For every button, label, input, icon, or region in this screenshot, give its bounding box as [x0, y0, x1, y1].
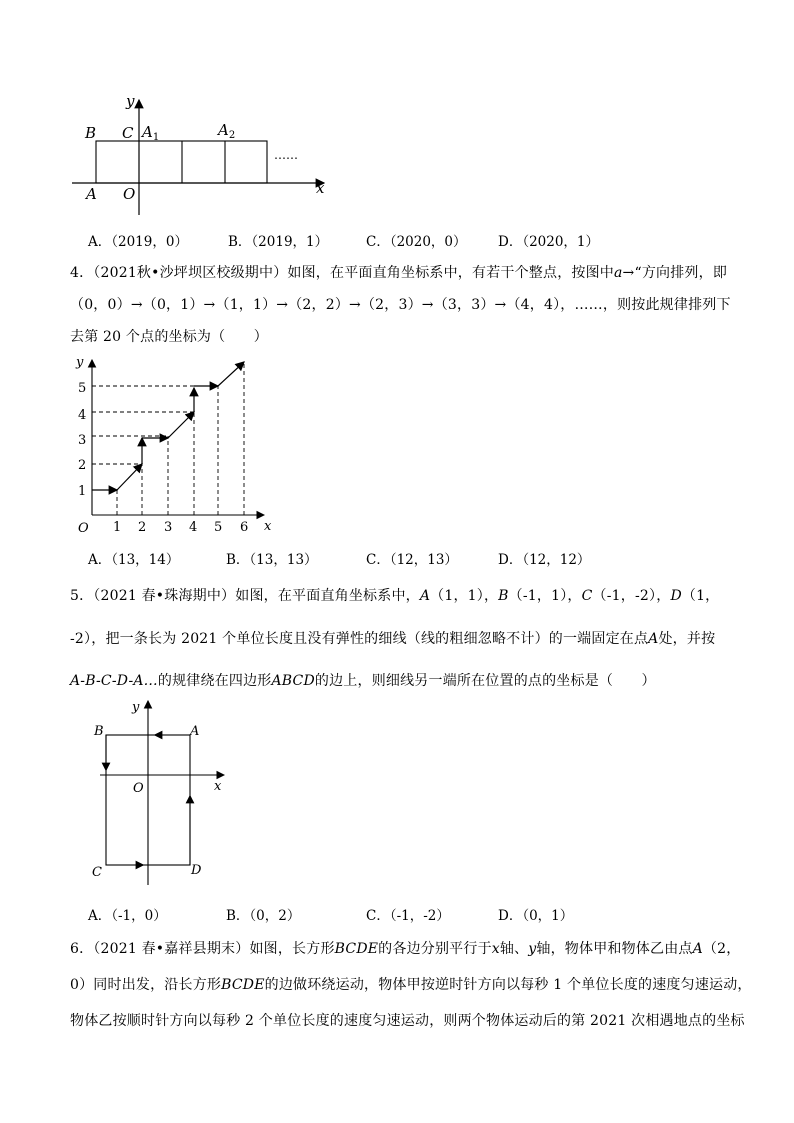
q6-line-3: 物体乙按顺时针方向以每秒 2 个单位长度的速度匀速运动，则两个物体运动后的第 2021 次相遇地点的坐标	[70, 1013, 745, 1029]
step-arrow	[168, 412, 194, 438]
point-label-A: A	[190, 724, 200, 739]
q6-text: 的边做环绕运动，物体甲按逆时针方向以每秒 1 个单位长度的速度匀速运动，	[264, 977, 752, 993]
q5-text-tail: 处，并按	[658, 631, 716, 647]
q3-options	[88, 230, 708, 250]
q5-text: 的规律绕在四边形	[157, 673, 272, 689]
option-a[interactable]: A．（2019，0）	[88, 234, 188, 250]
point-label-A1: $A_1$	[142, 123, 160, 143]
point-label-C: C	[122, 124, 134, 142]
q5-line-1	[70, 585, 719, 605]
q4-text-tail: →“方向排列，即	[622, 265, 728, 281]
option-d[interactable]: D．（12，12）	[498, 552, 591, 568]
q4-text: 4．（2021秋•沙坪坝区校级期中）如图，在平面直角坐标系中，有若干个整点，按图中	[70, 265, 614, 281]
x-tick-label: 3	[164, 520, 173, 535]
axis-label-x: x	[264, 519, 272, 534]
x-tick-label: 4	[189, 520, 198, 535]
q6-text: 轴，物体甲和物体乙由点	[536, 941, 693, 957]
q5-line-3	[70, 670, 656, 690]
figure-staircase	[68, 350, 288, 540]
q6-text: 的各边分别平行于	[378, 941, 492, 957]
option-b[interactable]: B．（13，13）	[226, 552, 318, 568]
figure-rectangle-abcd	[78, 695, 248, 895]
axis-label-y: y	[76, 355, 84, 370]
option-c[interactable]: C．（2020，0）	[366, 234, 467, 250]
origin-label: O	[133, 781, 144, 796]
q4-options	[88, 548, 708, 568]
q5-text-tail: 的边上，则细线另一端所在位置的点的坐标是（ ）	[314, 673, 656, 689]
point-label-D: D	[191, 863, 202, 878]
point-A: A	[419, 588, 431, 604]
q6-text: 轴、	[499, 941, 529, 957]
option-d[interactable]: D．（2020，1）	[498, 234, 600, 250]
x-tick-label: 1	[113, 520, 122, 535]
point-label-B: B	[85, 124, 97, 142]
q6-axis-x: x	[491, 941, 500, 957]
point-label-A2: $A_2$	[218, 121, 236, 141]
option-d[interactable]: D．（0，1）	[498, 908, 574, 924]
q6-line-2	[70, 974, 752, 994]
q6-text: （2，	[702, 941, 741, 957]
axis-label-x: x	[214, 779, 222, 794]
figure-rectangles	[60, 90, 340, 220]
axis-label-x: x	[316, 179, 325, 197]
q6-shape-name: BCDE	[334, 941, 379, 957]
point-D-coords: （1，	[681, 588, 720, 604]
axis-label-y: y	[126, 92, 135, 110]
q4-var-a: a	[614, 265, 623, 281]
origin-label: O	[78, 521, 89, 536]
q4-line-1	[70, 262, 727, 282]
option-b[interactable]: B．（0，2）	[226, 908, 301, 924]
option-c[interactable]: C．（12，13）	[366, 552, 458, 568]
x-tick-label: 2	[138, 520, 147, 535]
q5-shape-name: ABCD	[271, 673, 315, 689]
step-arrow	[117, 464, 142, 490]
y-tick-label: 1	[78, 484, 87, 499]
point-C: C	[581, 588, 593, 604]
q5-path: A-B-C-D-A…	[70, 673, 158, 689]
point-label-B: B	[94, 724, 104, 739]
point-A: A	[692, 941, 703, 957]
point-label-C: C	[92, 865, 102, 880]
point-label-A: A	[86, 185, 97, 203]
point-B: B	[498, 588, 509, 604]
q5-text: -2），把一条长为 2021 个单位长度且没有弹性的细线（线的粗细忽略不计）的一端固定在点	[70, 631, 649, 647]
axis-label-y: y	[132, 700, 140, 715]
q5-options	[88, 904, 708, 924]
x-tick-label: 5	[214, 520, 223, 535]
q4-line-2: （0，0）→（0，1）→（1，1）→（2，2）→（2，3）→（3，3）→（4，4），……，则按此规律排列下	[70, 297, 731, 313]
q6-shape-name: BCDE	[221, 977, 265, 993]
q6-text: 6．（2021 春•嘉祥县期末）如图，长方形	[70, 941, 335, 957]
continuation-dots: ……	[274, 148, 298, 162]
q5-line-2	[70, 628, 715, 648]
option-c[interactable]: C．（-1，-2）	[366, 908, 450, 924]
x-tick-label: 6	[240, 520, 249, 535]
q4-line-3: 去第 20 个点的坐标为（ ）	[70, 329, 268, 345]
option-a[interactable]: A．（-1，0）	[88, 908, 167, 924]
y-tick-label: 3	[78, 433, 87, 448]
q6-axis-y: y	[528, 941, 537, 957]
y-tick-label: 2	[78, 458, 87, 473]
y-tick-label: 5	[78, 381, 87, 396]
point-C-coords: （-1，-2），	[592, 588, 671, 604]
origin-label: O	[123, 185, 136, 203]
option-b[interactable]: B．（2019，1）	[228, 234, 329, 250]
q6-line-1	[70, 938, 740, 958]
y-tick-label: 4	[78, 408, 87, 423]
point-A-coords: （1，1），	[430, 588, 499, 604]
point-A: A	[648, 631, 659, 647]
option-a[interactable]: A．（13，14）	[88, 552, 180, 568]
point-D: D	[670, 588, 682, 604]
point-B-coords: （-1，1），	[508, 588, 582, 604]
q5-text: 5．（2021 春•珠海期中）如图，在平面直角坐标系中，	[70, 588, 420, 604]
step-arrow	[218, 362, 244, 386]
q6-text: 0）同时出发，沿长方形	[70, 977, 222, 993]
